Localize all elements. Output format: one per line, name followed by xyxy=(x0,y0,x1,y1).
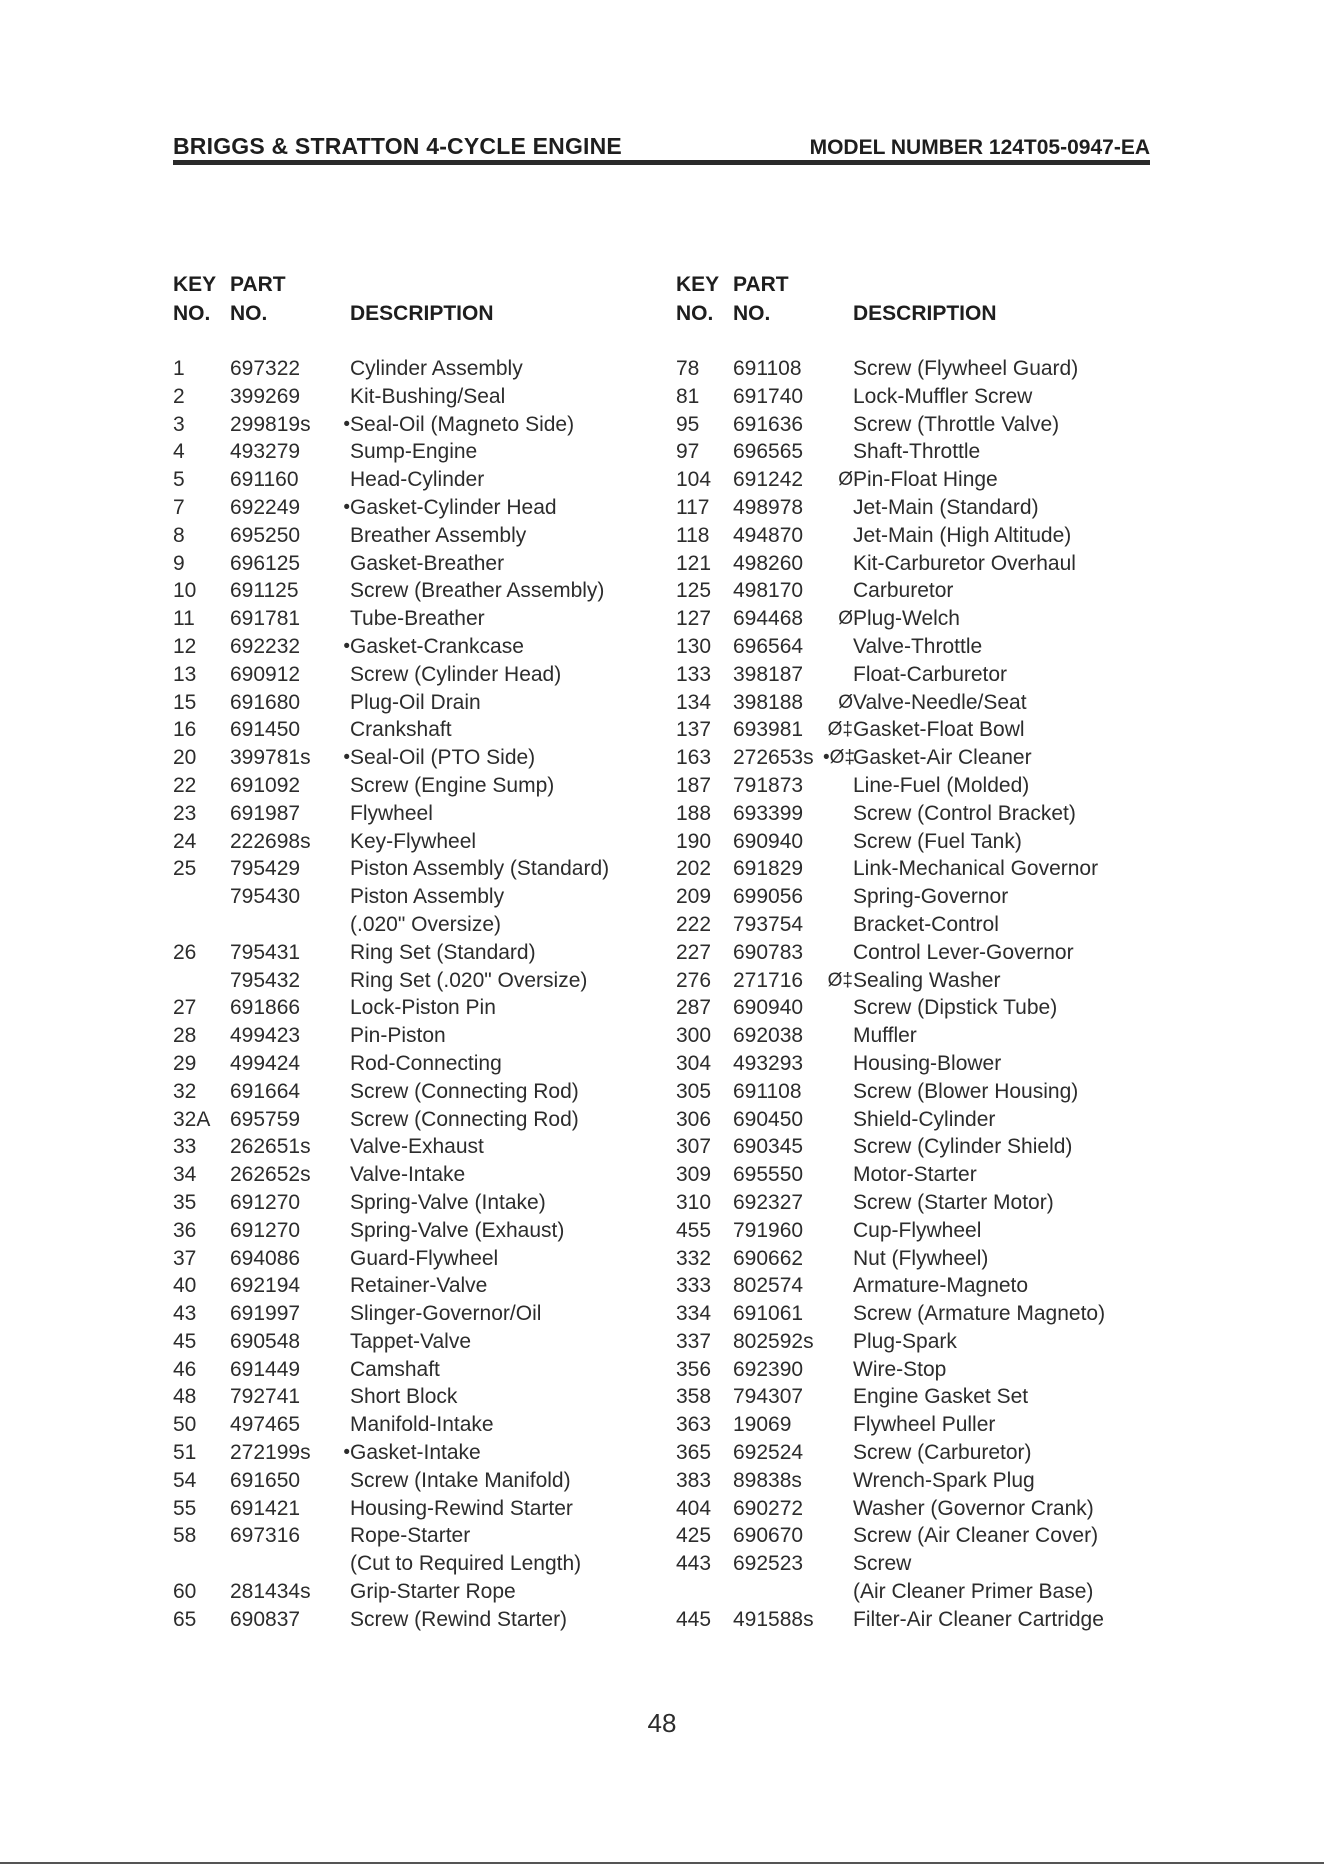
part-description: Screw (Breather Assembly) xyxy=(350,579,605,603)
part-description: Sealing Washer xyxy=(853,968,1001,992)
part-number: 692249 xyxy=(230,495,301,519)
part-description: Crankshaft xyxy=(350,718,452,742)
part-symbol: Ø xyxy=(838,691,853,713)
part-description: Shaft-Throttle xyxy=(853,440,981,464)
key-number: 8 xyxy=(173,523,185,547)
part-number: 795430 xyxy=(230,885,301,909)
part-description: Filter-Air Cleaner Cartridge xyxy=(853,1607,1104,1631)
key-number: 48 xyxy=(173,1385,197,1409)
part-header-line1: PART xyxy=(230,273,286,296)
part-number: 690912 xyxy=(230,662,301,686)
part-description: Link-Mechanical Governor xyxy=(853,857,1099,881)
part-description: Screw (Starter Motor) xyxy=(853,1190,1054,1214)
key-number: 11 xyxy=(173,607,195,631)
part-description: Seal-Oil (PTO Side) xyxy=(350,746,536,770)
part-number: 494870 xyxy=(733,523,804,547)
description-header: DESCRIPTION xyxy=(853,302,997,325)
key-number: 12 xyxy=(173,634,197,658)
model-number: MODEL NUMBER 124T05-0947-EA xyxy=(809,136,1150,159)
part-description: Screw (Flywheel Guard) xyxy=(853,357,1079,380)
key-number: 23 xyxy=(173,801,197,825)
part-description: Lock-Piston Pin xyxy=(350,996,496,1020)
part-symbol: Ø‡ xyxy=(827,719,853,741)
part-number: 498170 xyxy=(733,579,804,603)
part-description: Nut (Flywheel) xyxy=(853,1246,989,1270)
part-description: Tube-Breather xyxy=(350,607,485,631)
key-number: 227 xyxy=(676,940,712,964)
part-description: Short Block xyxy=(350,1385,458,1409)
part-description: Head-Cylinder xyxy=(350,468,485,492)
part-number: 491588s xyxy=(733,1607,814,1631)
key-number: 363 xyxy=(676,1413,712,1437)
key-number: 16 xyxy=(173,718,197,742)
key-number: 22 xyxy=(173,773,197,797)
key-number: 1 xyxy=(173,357,185,380)
key-number: 25 xyxy=(173,857,197,881)
part-description: Line-Fuel (Molded) xyxy=(853,773,1030,797)
part-number: 691866 xyxy=(230,996,301,1020)
part-description: Slinger-Governor/Oil xyxy=(350,1302,542,1326)
part-description: Screw (Connecting Rod) xyxy=(350,1107,579,1131)
part-number: 281434s xyxy=(230,1580,311,1604)
key-number: 26 xyxy=(173,940,197,964)
key-number: 37 xyxy=(173,1246,197,1270)
part-number: 691421 xyxy=(230,1496,301,1520)
key-number: 50 xyxy=(173,1413,197,1437)
engine-title: BRIGGS & STRATTON 4-CYCLE ENGINE xyxy=(173,133,622,159)
part-number: 802592s xyxy=(733,1329,814,1353)
part-description: Screw (Cylinder Shield) xyxy=(853,1135,1073,1159)
part-description: Screw (Carburetor) xyxy=(853,1441,1032,1465)
part-description: Wrench-Spark Plug xyxy=(853,1468,1035,1492)
key-number: 15 xyxy=(173,690,197,714)
key-number: 383 xyxy=(676,1468,712,1492)
part-description: Valve-Intake xyxy=(350,1163,466,1187)
part-number: 262651s xyxy=(230,1135,311,1159)
part-number: 802574 xyxy=(733,1274,804,1298)
part-number: 697316 xyxy=(230,1524,301,1548)
part-number: 691829 xyxy=(733,857,804,881)
part-number: 793754 xyxy=(733,912,804,936)
part-number: 691108 xyxy=(733,1079,802,1103)
part-description: Wire-Stop xyxy=(853,1357,947,1381)
part-number: 497465 xyxy=(230,1413,301,1437)
part-number: 695759 xyxy=(230,1107,301,1131)
part-number: 693981 xyxy=(733,718,804,742)
key-number: 307 xyxy=(676,1135,712,1159)
part-number: 690837 xyxy=(230,1607,301,1631)
key-number: 358 xyxy=(676,1385,712,1409)
key-number: 24 xyxy=(173,829,197,853)
part-number: 493293 xyxy=(733,1051,804,1075)
part-description: Screw (Fuel Tank) xyxy=(853,829,1022,853)
part-number: 691650 xyxy=(230,1468,301,1492)
part-number: 398187 xyxy=(733,662,804,686)
key-number: 27 xyxy=(173,996,197,1020)
part-description: Piston Assembly (Standard) xyxy=(350,857,610,881)
part-description: Motor-Starter xyxy=(853,1163,977,1187)
key-number: 117 xyxy=(676,495,710,519)
part-number: 691242 xyxy=(733,468,804,492)
part-number: 691680 xyxy=(230,690,301,714)
part-description: Plug-Oil Drain xyxy=(350,690,481,714)
part-symbol: Ø‡ xyxy=(827,969,853,991)
part-description: Float-Carburetor xyxy=(853,662,1008,686)
part-number: 694468 xyxy=(733,607,804,631)
part-number: 692232 xyxy=(230,634,301,658)
key-number: 190 xyxy=(676,829,712,853)
key-header-line1: KEY xyxy=(173,273,217,296)
part-number: 299819s xyxy=(230,412,311,436)
part-number: 493279 xyxy=(230,440,301,464)
part-number: 271716 xyxy=(733,968,804,992)
part-number: 692524 xyxy=(733,1441,804,1465)
key-header-line2: NO. xyxy=(676,302,714,325)
part-description: Ring Set (.020" Oversize) xyxy=(350,968,588,992)
part-number: 692523 xyxy=(733,1552,804,1576)
part-description: Rod-Connecting xyxy=(350,1051,502,1075)
part-number: 222698s xyxy=(230,829,311,853)
part-description: Plug-Spark xyxy=(853,1329,957,1353)
part-description: Gasket-Air Cleaner xyxy=(853,746,1032,770)
part-number: 272653s xyxy=(733,746,814,770)
part-number: 692194 xyxy=(230,1274,301,1298)
part-description: Gasket-Cylinder Head xyxy=(350,495,557,519)
part-description: Gasket-Float Bowl xyxy=(853,718,1025,742)
key-number: 81 xyxy=(676,384,700,408)
key-number: 276 xyxy=(676,968,712,992)
part-number: 398188 xyxy=(733,690,804,714)
part-number: 690670 xyxy=(733,1524,804,1548)
part-description: Screw xyxy=(853,1552,912,1576)
part-description: (Cut to Required Length) xyxy=(350,1552,582,1576)
part-header-line2: NO. xyxy=(230,302,268,325)
key-number: 10 xyxy=(173,579,197,603)
key-number: 54 xyxy=(173,1468,197,1492)
key-number: 130 xyxy=(676,634,712,658)
part-number: 691997 xyxy=(230,1302,301,1326)
part-number: 691636 xyxy=(733,412,804,436)
part-description: Shield-Cylinder xyxy=(853,1107,996,1131)
key-number: 29 xyxy=(173,1051,197,1075)
part-number: 498978 xyxy=(733,495,804,519)
part-number: 499424 xyxy=(230,1051,301,1075)
key-number: 34 xyxy=(173,1163,197,1187)
key-number: 310 xyxy=(676,1190,712,1214)
part-number: 795431 xyxy=(230,940,301,964)
part-description: Screw (Dipstick Tube) xyxy=(853,996,1058,1020)
part-number: 690345 xyxy=(733,1135,804,1159)
key-number: 60 xyxy=(173,1580,197,1604)
part-number: 691061 xyxy=(733,1302,804,1326)
key-number: 97 xyxy=(676,440,700,464)
part-description: Spring-Valve (Exhaust) xyxy=(350,1218,565,1242)
part-number: 691270 xyxy=(230,1190,301,1214)
header-rule xyxy=(173,160,1150,165)
part-symbol: • xyxy=(343,635,350,657)
part-number: 690272 xyxy=(733,1496,804,1520)
part-description: Screw (Engine Sump) xyxy=(350,773,555,797)
key-number: 332 xyxy=(676,1246,712,1270)
part-description: Engine Gasket Set xyxy=(853,1385,1029,1409)
part-number: 399781s xyxy=(230,746,311,770)
part-description: Camshaft xyxy=(350,1357,440,1381)
part-number: 692038 xyxy=(733,1024,804,1048)
key-number: 36 xyxy=(173,1218,197,1242)
key-number: 334 xyxy=(676,1302,712,1326)
part-description: Flywheel Puller xyxy=(853,1413,996,1437)
part-number: 695250 xyxy=(230,523,301,547)
part-description: Jet-Main (Standard) xyxy=(853,495,1039,519)
part-description: Seal-Oil (Magneto Side) xyxy=(350,412,575,436)
part-number: 696564 xyxy=(733,634,804,658)
key-number: 55 xyxy=(173,1496,197,1520)
key-number: 40 xyxy=(173,1274,197,1298)
part-number: 272199s xyxy=(230,1441,311,1465)
key-header-line2: NO. xyxy=(173,302,211,325)
part-number: 691450 xyxy=(230,718,301,742)
part-description: Sump-Engine xyxy=(350,440,478,464)
part-number: 697322 xyxy=(230,357,301,380)
part-number: 498260 xyxy=(733,551,804,575)
part-description: Guard-Flywheel xyxy=(350,1246,499,1270)
part-number: 795432 xyxy=(230,968,301,992)
part-description: Armature-Magneto xyxy=(853,1274,1029,1298)
key-number: 137 xyxy=(676,718,712,742)
part-number: 691108 xyxy=(733,357,802,380)
key-number: 78 xyxy=(676,357,700,380)
part-description: Ring Set (Standard) xyxy=(350,940,536,964)
key-number: 365 xyxy=(676,1441,712,1465)
part-number: 691987 xyxy=(230,801,301,825)
part-description: Screw (Control Bracket) xyxy=(853,801,1076,825)
part-description: Housing-Rewind Starter xyxy=(350,1496,573,1520)
key-number: 7 xyxy=(173,495,185,519)
part-description: Manifold-Intake xyxy=(350,1413,494,1437)
key-number: 209 xyxy=(676,885,712,909)
key-number: 125 xyxy=(676,579,712,603)
key-number: 13 xyxy=(173,662,197,686)
key-number: 356 xyxy=(676,1357,712,1381)
key-number: 5 xyxy=(173,468,185,492)
part-header-line1: PART xyxy=(733,273,789,296)
part-description: Spring-Governor xyxy=(853,885,1009,909)
key-number: 127 xyxy=(676,607,712,631)
part-number: 690940 xyxy=(733,829,804,853)
part-symbol: Ø xyxy=(838,608,853,630)
part-symbol: • xyxy=(343,413,350,435)
part-description: Screw (Air Cleaner Cover) xyxy=(853,1524,1099,1548)
key-number: 202 xyxy=(676,857,712,881)
part-number: 691270 xyxy=(230,1218,301,1242)
key-number: 222 xyxy=(676,912,712,936)
part-symbol: Ø xyxy=(838,469,853,491)
part-description: (.020" Oversize) xyxy=(350,912,501,936)
part-description: Jet-Main (High Altitude) xyxy=(853,523,1072,547)
key-number: 121 xyxy=(676,551,712,575)
part-number: 791960 xyxy=(733,1218,804,1242)
part-number: 399269 xyxy=(230,384,301,408)
part-description: Gasket-Intake xyxy=(350,1441,481,1465)
part-number: 690662 xyxy=(733,1246,804,1270)
key-number: 9 xyxy=(173,551,185,575)
key-number: 287 xyxy=(676,996,712,1020)
key-number: 3 xyxy=(173,412,185,436)
key-number: 455 xyxy=(676,1218,712,1242)
key-number: 300 xyxy=(676,1024,712,1048)
part-number: 691740 xyxy=(733,384,804,408)
part-description: Retainer-Valve xyxy=(350,1274,488,1298)
part-description: Screw (Blower Housing) xyxy=(853,1079,1079,1103)
key-number: 33 xyxy=(173,1135,197,1159)
key-number: 45 xyxy=(173,1329,197,1353)
part-description: Muffler xyxy=(853,1024,917,1048)
part-symbol: • xyxy=(343,1442,350,1464)
part-number: 690940 xyxy=(733,996,804,1020)
part-number: 794307 xyxy=(733,1385,804,1409)
part-description: Valve-Needle/Seat xyxy=(853,690,1027,714)
part-number: 691449 xyxy=(230,1357,301,1381)
part-description: Screw (Rewind Starter) xyxy=(350,1607,568,1631)
part-number: 19069 xyxy=(733,1413,792,1437)
part-description: Pin-Piston xyxy=(350,1024,446,1048)
part-number: 692327 xyxy=(733,1190,804,1214)
part-symbol: •Ø‡ xyxy=(823,747,855,769)
key-number: 58 xyxy=(173,1524,197,1548)
part-number: 690783 xyxy=(733,940,804,964)
key-number: 20 xyxy=(173,746,197,770)
key-number: 304 xyxy=(676,1051,712,1075)
part-description: (Air Cleaner Primer Base) xyxy=(853,1580,1094,1604)
part-number: 694086 xyxy=(230,1246,301,1270)
key-number: 28 xyxy=(173,1024,197,1048)
key-number: 32 xyxy=(173,1079,197,1103)
key-number: 95 xyxy=(676,412,700,436)
key-number: 32A xyxy=(173,1107,211,1131)
part-description: Kit-Carburetor Overhaul xyxy=(853,551,1076,575)
key-number: 134 xyxy=(676,690,712,714)
key-number: 445 xyxy=(676,1607,712,1631)
part-description: Tappet-Valve xyxy=(350,1329,472,1353)
part-description: Lock-Muffler Screw xyxy=(853,384,1033,408)
key-number: 163 xyxy=(676,746,712,770)
part-number: 692390 xyxy=(733,1357,804,1381)
key-number: 43 xyxy=(173,1302,197,1326)
part-number: 690450 xyxy=(733,1107,804,1131)
key-number: 333 xyxy=(676,1274,712,1298)
key-number: 2 xyxy=(173,384,185,408)
key-number: 46 xyxy=(173,1357,197,1381)
part-description: Breather Assembly xyxy=(350,523,527,547)
key-header-line1: KEY xyxy=(676,273,720,296)
part-header-line2: NO. xyxy=(733,302,771,325)
key-number: 305 xyxy=(676,1079,712,1103)
part-description: Grip-Starter Rope xyxy=(350,1580,516,1604)
key-number: 35 xyxy=(173,1190,197,1214)
part-number: 699056 xyxy=(733,885,804,909)
part-number: 691664 xyxy=(230,1079,301,1103)
description-header: DESCRIPTION xyxy=(350,302,494,325)
part-description: Carburetor xyxy=(853,579,954,603)
part-description: Valve-Exhaust xyxy=(350,1135,484,1159)
key-number: 404 xyxy=(676,1496,712,1520)
part-number: 791873 xyxy=(733,773,804,797)
part-description: Valve-Throttle xyxy=(853,634,983,658)
part-number: 89838s xyxy=(733,1468,802,1492)
key-number: 306 xyxy=(676,1107,712,1131)
key-number: 133 xyxy=(676,662,712,686)
part-description: Screw (Armature Magneto) xyxy=(853,1302,1106,1326)
part-number: 795429 xyxy=(230,857,301,881)
key-number: 443 xyxy=(676,1552,712,1576)
page-number: 48 xyxy=(647,1708,677,1738)
part-description: Kit-Bushing/Seal xyxy=(350,384,506,408)
part-description: Rope-Starter xyxy=(350,1524,471,1548)
part-number: 690548 xyxy=(230,1329,301,1353)
part-description: Washer (Governor Crank) xyxy=(853,1496,1094,1520)
key-number: 309 xyxy=(676,1163,712,1187)
part-description: Screw (Cylinder Head) xyxy=(350,662,562,686)
scan-bottom-edge xyxy=(0,1862,1324,1864)
part-description: Piston Assembly xyxy=(350,885,505,909)
part-description: Screw (Connecting Rod) xyxy=(350,1079,579,1103)
part-number: 696125 xyxy=(230,551,301,575)
key-number: 104 xyxy=(676,468,712,492)
part-number: 695550 xyxy=(733,1163,804,1187)
key-number: 188 xyxy=(676,801,712,825)
part-number: 262652s xyxy=(230,1163,311,1187)
part-number: 691160 xyxy=(230,468,299,492)
part-description: Cup-Flywheel xyxy=(853,1218,982,1242)
key-number: 51 xyxy=(173,1441,197,1465)
part-description: Pin-Float Hinge xyxy=(853,468,998,492)
key-number: 337 xyxy=(676,1329,712,1353)
part-description: Gasket-Breather xyxy=(350,551,505,575)
part-number: 499423 xyxy=(230,1024,301,1048)
part-symbol: • xyxy=(343,496,350,518)
part-number: 691781 xyxy=(230,607,301,631)
part-description: Gasket-Crankcase xyxy=(350,634,524,658)
key-number: 425 xyxy=(676,1524,712,1548)
part-number: 691092 xyxy=(230,773,301,797)
key-number: 118 xyxy=(676,523,710,547)
part-number: 693399 xyxy=(733,801,804,825)
key-number: 65 xyxy=(173,1607,197,1631)
part-description: Control Lever-Governor xyxy=(853,940,1074,964)
part-description: Spring-Valve (Intake) xyxy=(350,1190,546,1214)
part-description: Screw (Intake Manifold) xyxy=(350,1468,571,1492)
key-number: 187 xyxy=(676,773,712,797)
part-number: 691125 xyxy=(230,579,299,603)
part-description: Housing-Blower xyxy=(853,1051,1002,1075)
key-number: 4 xyxy=(173,440,185,464)
part-description: Flywheel xyxy=(350,801,433,825)
part-symbol: • xyxy=(343,747,350,769)
part-description: Plug-Welch xyxy=(853,607,960,631)
part-number: 792741 xyxy=(230,1385,301,1409)
part-description: Cylinder Assembly xyxy=(350,357,523,380)
part-description: Screw (Throttle Valve) xyxy=(853,412,1060,436)
part-description: Bracket-Control xyxy=(853,912,999,936)
part-description: Key-Flywheel xyxy=(350,829,477,853)
part-number: 696565 xyxy=(733,440,804,464)
